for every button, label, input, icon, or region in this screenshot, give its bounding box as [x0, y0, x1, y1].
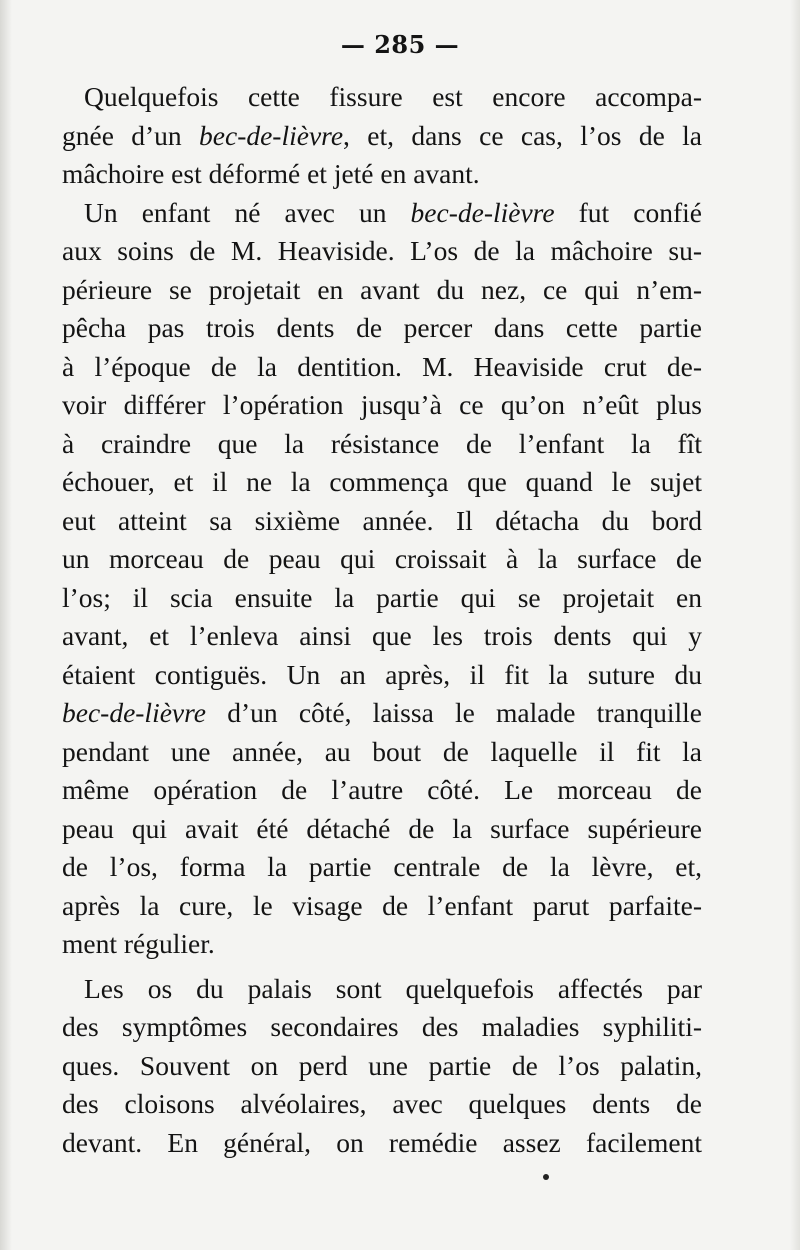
text-line: des cloisons alvéolaires, avec quelques dents de: [62, 1088, 702, 1119]
text-line: bec-de-lièvre d’un côté, laissa le malade tranquille: [62, 697, 702, 728]
paragraph-3: [62, 970, 702, 1163]
text-line: Quelquefois cette fissure est encore accompa-: [84, 81, 702, 112]
text-line: devant. En général, on remédie assez facilement: [62, 1126, 702, 1158]
page-number: — 285 —: [340, 30, 460, 59]
text-line: de l’os, forma la partie centrale de la lèvre, et,: [62, 851, 702, 882]
text-line: pendant une année, au bout de laquelle il fit la: [62, 735, 702, 767]
text-line: ques. Souvent on perd une partie de l’os palatin,: [62, 1049, 702, 1081]
text-line: pêcha pas trois dents de percer dans cette partie: [62, 312, 702, 343]
text-line: étaient contiguës. Un an après, il fit la suture du: [62, 658, 702, 690]
text-line: des symptômes secondaires des maladies syphiliti-: [62, 1011, 702, 1042]
text-line: eut atteint sa sixième année. Il détacha du bord: [62, 504, 702, 536]
italic-term: bec-de-lièvre: [199, 119, 344, 151]
ink-speck: [543, 1174, 549, 1180]
italic-term: bec-de-lièvre: [62, 697, 207, 728]
text-line: avant, et l’enleva ainsi que les trois dents qui y: [62, 620, 702, 651]
text-line: mâchoire est déformé et jeté en avant.: [62, 158, 480, 189]
text-line: à craindre que la résistance de l’enfant la fît: [62, 427, 702, 459]
text-line: l’os; il scia ensuite la partie qui se projetait en: [62, 581, 702, 613]
page-edge-shadow: [790, 0, 800, 1250]
italic-term: bec-de-lièvre: [410, 196, 555, 228]
text-line: même opération de l’autre côté. Le morceau de: [62, 774, 702, 805]
text-line: voir différer l’opération jusqu’à ce qu’on n’eût plus: [62, 389, 702, 420]
text-line: un morceau de peau qui croissait à la surface de: [62, 543, 702, 574]
paragraph-1: [62, 78, 702, 194]
text-line: aux soins de M. Heaviside. L’os de la mâchoire su-: [62, 235, 702, 266]
paragraph-2: [62, 194, 702, 964]
text-line: Les os du palais sont quelquefois affectés par: [84, 972, 702, 1004]
text-line: Un enfant né avec un bec-de-lièvre fut confié: [84, 196, 702, 228]
text-line: à l’époque de la dentition. M. Heaviside crut de-: [62, 350, 702, 382]
text-line: ment régulier.: [62, 928, 215, 959]
text-line: périeure se projetait en avant du nez, ce qui n’em-: [62, 273, 702, 305]
text-line: [62, 117, 702, 156]
text-line: échouer, et il ne la commença que quand le sujet: [62, 466, 702, 497]
text-line: peau qui avait été détaché de la surface supérieure: [62, 812, 702, 844]
body-text: [62, 78, 702, 1162]
line-text: gnée d’un bec-de-lièvre, et, dans ce cas, l’os de la: [62, 119, 702, 151]
page-gutter-shadow: [0, 0, 12, 1250]
text-line: après la cure, le visage de l’enfant parut parfaite-: [62, 889, 702, 921]
